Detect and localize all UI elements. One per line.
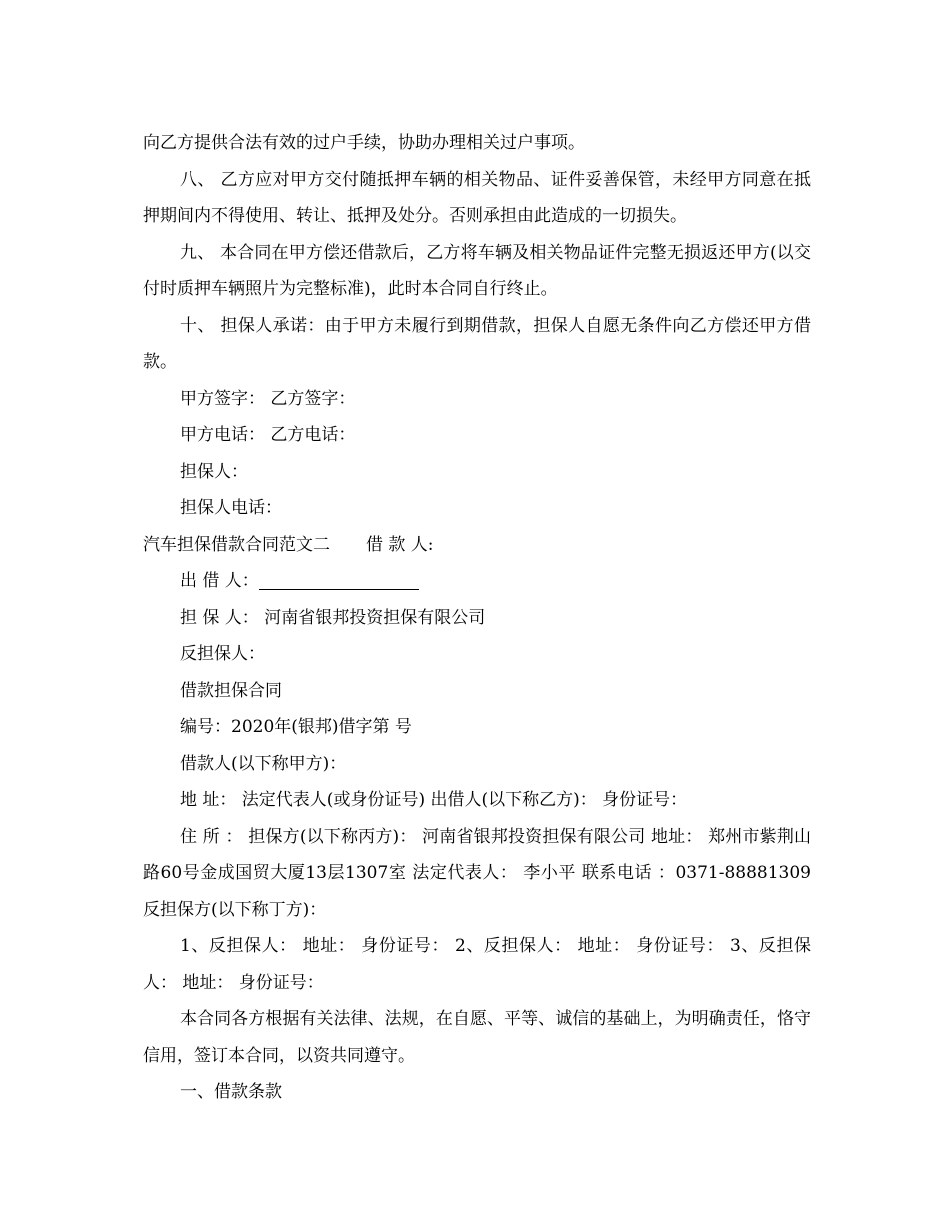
document-body xyxy=(143,125,811,1111)
section-heading-line xyxy=(143,527,811,564)
residence-guarantor-details: 住 所 ： 担保方(以下称丙方)： 河南省银邦投资担保有限公司 地址： 郑州市紫荆山路60号金成国贸大厦13层1307室 法定代表人： 李小平 联系电话 ：0371-88881309 反担保方(以下称丁方)： xyxy=(143,826,811,920)
contract-preamble: 本合同各方根据有关法律、法规，在自愿、平等、诚信的基础上，为明确责任，恪守信用，签订本合同，以资共同遵守。 xyxy=(143,1009,811,1066)
lender-line xyxy=(143,563,811,600)
section-loan-terms: 一、借款条款 xyxy=(180,1082,282,1102)
paragraph-transfer-procedures: 向乙方提供合法有效的过户手续，协助办理相关过户事项。 xyxy=(143,133,585,153)
phone-line: 甲方电话： 乙方电话： xyxy=(180,425,356,445)
paragraph-clause-ten: 十、 担保人承诺：由于甲方未履行到期借款，担保人自愿无条件向乙方偿还甲方借款。 xyxy=(143,315,811,372)
guarantor-phone-label: 担保人电话： xyxy=(180,498,282,518)
paragraph-clause-nine: 九、 本合同在甲方偿还借款后，乙方将车辆及相关物品证件完整无损返还甲方(以交付时质押车辆照片为完整标准)，此时本合同自行终止。 xyxy=(143,242,811,299)
contract-number: 编号：2020年(银邦)借字第 号 xyxy=(180,717,412,737)
lender-blank-underline xyxy=(259,571,419,590)
address-line: 地 址： 法定代表人(或身份证号) 出借人(以下称乙方)： 身份证号： xyxy=(180,790,688,810)
borrower-label: 借 款 人: xyxy=(366,534,434,555)
borrower-party-a: 借款人(以下称甲方)： xyxy=(180,753,347,774)
paragraph-clause-eight: 八、 乙方应对甲方交付随抵押车辆的相关物品、证件妥善保管，未经甲方同意在抵押期间内不得使用、转让、抵押及处分。否则承担由此造成的一切损失。 xyxy=(143,169,811,226)
section-title: 汽车担保借款合同范文二 xyxy=(143,534,330,555)
contract-title: 借款担保合同 xyxy=(180,680,282,701)
counter-guarantors-list: 1、反担保人： 地址： 身份证号： 2、反担保人： 地址： 身份证号： 3、反担保人： 地址： 身份证号： xyxy=(143,936,811,993)
guarantor-label: 担保人： xyxy=(180,461,248,482)
signature-line: 甲方签字： 乙方签字： xyxy=(180,388,356,409)
counter-guarantor-label: 反担保人： xyxy=(180,644,265,664)
lender-label: 出 借 人： xyxy=(180,571,259,591)
guarantor-company-line: 担 保 人： 河南省银邦投资担保有限公司 xyxy=(180,607,486,628)
